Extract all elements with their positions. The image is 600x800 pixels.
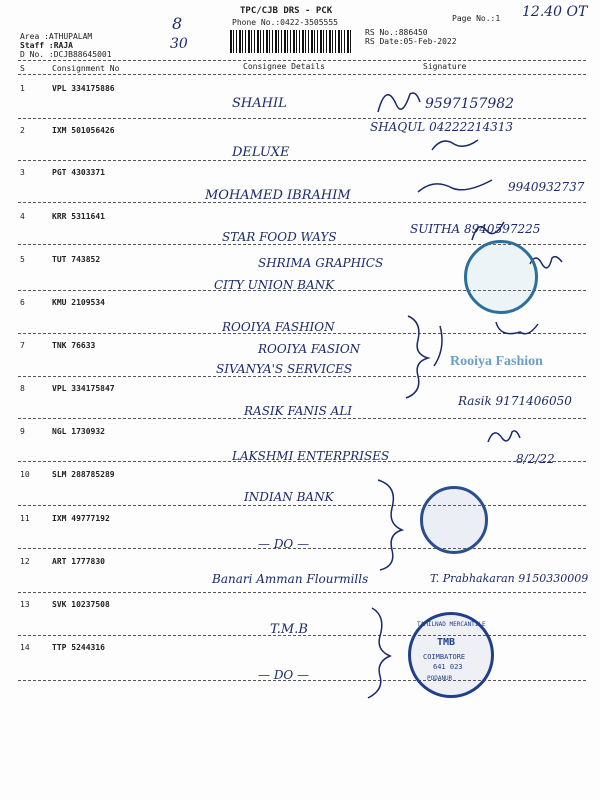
col-sno: S bbox=[20, 64, 25, 73]
row-sno: 13 bbox=[20, 600, 30, 609]
row-consignee: ROOIYA FASION bbox=[258, 342, 361, 356]
row-sno: 10 bbox=[20, 470, 30, 479]
row-consignee: SHRIMA GRAPHICS bbox=[258, 256, 384, 270]
row-consignment: TUT 743852 bbox=[52, 255, 101, 264]
row-consignment: KRR 5311641 bbox=[52, 212, 105, 221]
tmb-stamp-pin: 641 023 bbox=[433, 663, 463, 671]
tmb-stamp-icon bbox=[408, 612, 494, 698]
row-consignment: TTP 5244316 bbox=[52, 643, 105, 652]
row-consignment: KMU 2109534 bbox=[52, 298, 105, 307]
rubber-stamp-icon bbox=[464, 240, 538, 314]
row-consignment: SVK 10237508 bbox=[52, 600, 110, 609]
col-signature: Signature bbox=[423, 62, 467, 71]
signature-stroke-row3 bbox=[418, 180, 492, 192]
brace-rows-10-11 bbox=[378, 480, 402, 570]
brace-rows-13-14 bbox=[368, 608, 390, 698]
row-sno: 7 bbox=[20, 341, 25, 350]
row-consignee: INDIAN BANK bbox=[244, 490, 334, 504]
brace-rows-6-7 bbox=[406, 316, 428, 398]
row-sno: 6 bbox=[20, 298, 25, 307]
row-signature-note: 9940932737 bbox=[508, 180, 585, 194]
row-sno: 11 bbox=[20, 514, 30, 523]
row-signature-note: 8/2/22 bbox=[516, 452, 555, 466]
phone-number: Phone No.:0422-3505555 bbox=[232, 18, 338, 27]
area-label: Area :ATHUPALAM bbox=[20, 32, 93, 41]
row-consignee: SHAHIL bbox=[232, 96, 287, 111]
signature-stroke-row9 bbox=[488, 431, 520, 442]
row-consignee: LAKSHMI ENTERPRISES bbox=[232, 449, 390, 463]
row-sno: 12 bbox=[20, 557, 30, 566]
row-signature-note: Rasik 9171406050 bbox=[458, 394, 572, 408]
col-consignee: Consignee Details bbox=[243, 62, 325, 71]
staff-label: Staff :RAJA bbox=[20, 41, 73, 50]
row-sno: 5 bbox=[20, 255, 25, 264]
row-consignee: T.M.B bbox=[270, 622, 308, 637]
rooiya-fashion-stamp: Rooiya Fashion bbox=[450, 354, 543, 369]
handwritten-count-top: 8 bbox=[172, 14, 183, 33]
row-signature-note: 9597157982 bbox=[425, 96, 515, 112]
row-sno: 3 bbox=[20, 168, 25, 177]
tmb-stamp-area: PODANUR bbox=[427, 675, 453, 682]
row-consignment: TNK 76633 bbox=[52, 341, 96, 350]
tmb-stamp-branch: TMB bbox=[437, 637, 456, 648]
row-consignee-extra: SIVANYA'S SERVICES bbox=[216, 362, 353, 376]
rs-date: RS Date:05-Feb-2022 bbox=[365, 37, 457, 46]
row-consignee-extra: CITY UNION BANK bbox=[214, 278, 335, 292]
sheet-title: TPC/CJB DRS - PCK bbox=[240, 6, 333, 16]
row-consignment: VPL 334175847 bbox=[52, 384, 115, 393]
drs-number: D No. :DCJB88645001 bbox=[20, 50, 112, 59]
row-sno: 4 bbox=[20, 212, 25, 221]
row-consignee: ROOIYA FASHION bbox=[222, 320, 335, 334]
row-sno: 9 bbox=[20, 427, 25, 436]
row-consignment: NGL 1730932 bbox=[52, 427, 105, 436]
rs-number: RS No.:886450 bbox=[365, 28, 428, 37]
handwritten-time: 12.40 OT bbox=[522, 4, 588, 20]
row-consignee: Banari Amman Flourmills bbox=[212, 572, 369, 586]
row-consignment: VPL 334175886 bbox=[52, 84, 115, 93]
row-sno: 2 bbox=[20, 126, 25, 135]
row-consignment: PGT 4303371 bbox=[52, 168, 105, 177]
row-consignee: — DO — bbox=[258, 537, 310, 551]
signature-stroke-row2 bbox=[432, 140, 478, 150]
row-consignee: MOHAMED IBRAHIM bbox=[205, 188, 351, 203]
row-signature-note: SUITHA 8940597225 bbox=[410, 222, 541, 236]
row-consignment: IXM 49777192 bbox=[52, 514, 110, 523]
row-signature-note: T. Prabhakaran 9150330009 bbox=[430, 572, 589, 585]
row-consignment: IXM 501056426 bbox=[52, 126, 115, 135]
row-consignment: SLM 288785289 bbox=[52, 470, 115, 479]
handwritten-count-bottom: 30 bbox=[170, 36, 188, 52]
tmb-stamp-city: COIMBATORE bbox=[423, 653, 466, 661]
row-consignee: — DO — bbox=[258, 668, 310, 682]
page-number: Page No.:1 bbox=[452, 14, 501, 23]
row-consignment: ART 1777830 bbox=[52, 557, 105, 566]
signature-stroke-row1 bbox=[378, 93, 420, 112]
signature-stroke-row4 bbox=[472, 222, 504, 240]
row-consignee: DELUXE bbox=[232, 145, 290, 160]
row-sno: 1 bbox=[20, 84, 25, 93]
row-sno: 8 bbox=[20, 384, 25, 393]
tmb-stamp-bank: TAMILNAD MERCANTILE bbox=[417, 621, 486, 628]
col-consignment: Consignment No bbox=[52, 64, 120, 73]
row-signature-note: SHAQUL 04222214313 bbox=[370, 120, 514, 134]
row-sno: 14 bbox=[20, 643, 30, 652]
row-consignee: STAR FOOD WAYS bbox=[222, 230, 337, 244]
bank-stamp-icon bbox=[420, 486, 488, 554]
row-consignee: RASIK FANIS ALI bbox=[244, 404, 353, 418]
